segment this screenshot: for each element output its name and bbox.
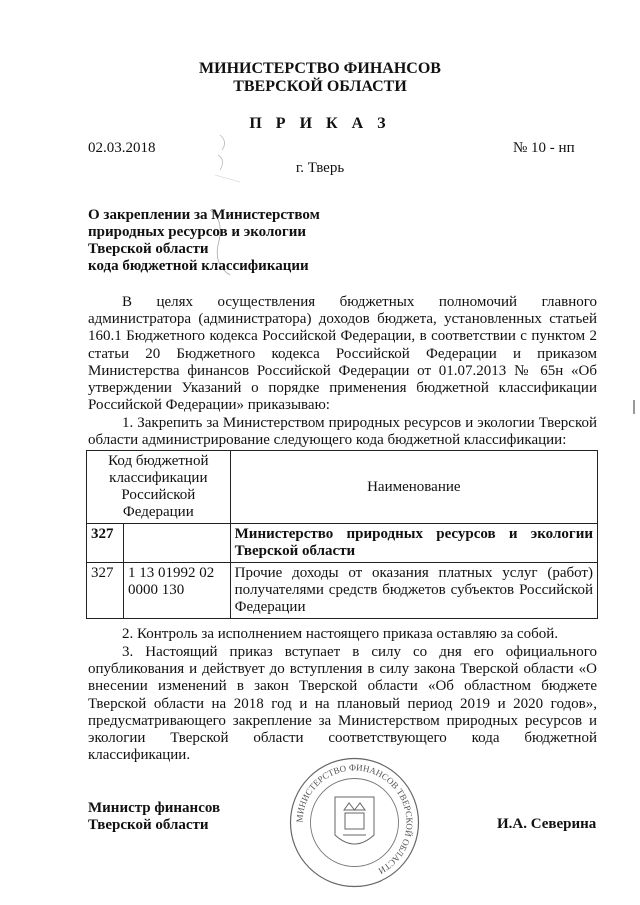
subject-line-4: кода бюджетной классификации [88,258,309,274]
ministry-header [0,60,640,96]
coat-of-arms-icon [335,797,374,844]
document-city: г. Тверь [295,160,345,176]
kbk-code-cell [124,524,231,563]
subject-line-2: природных ресурсов и экологии [88,224,306,240]
header-line-1: МИНИСТЕРСТВО ФИНАНСОВ [199,60,441,77]
scan-edge-mark [633,400,635,414]
kbk-code-cell: 1 13 01992 02 0000 130 [124,563,231,619]
kbk-table [86,450,598,619]
name-cell: Прочие доходы от оказания платных услуг (работ) получателями средств бюджетов субъектов Российской Федерации [230,563,597,619]
position-line-1: Министр финансов [88,800,221,816]
admin-code-cell: 327 [87,563,124,619]
subject-line-1: О закреплении за Министерством [88,207,320,223]
position-line-2: Тверской области [88,817,209,833]
signatory-name: И.А. Северина [497,816,597,832]
document-type: П Р И К А З [249,115,391,132]
name-cell: Министерство природных ресурсов и экологии Тверской области [230,524,597,563]
admin-code-cell: 327 [87,524,124,563]
clause-1-paragraph: 1. Закрепить за Министерством природных ресурсов и экологии Тверской области администрирование следующего кода бюджетной классификации: [88,415,597,449]
subject-line-3: Тверской области [88,241,209,257]
clause-3-paragraph: 3. Настоящий приказ вступает в силу со дня его официального опубликования и действует до вступления в силу закона Тверской области «О внесении изменений в закон Тверской области «Об областном бюджете Тверской области на 2018 год и на плановый период 2019 и 2020 годов», предусматривающего закрепление за Министерством природных ресурсов и экологии Тверской области соответствующего кода бюджетной классификации. [88,644,597,764]
table-header-row [87,451,598,524]
header-line-2: ТВЕРСКОЙ ОБЛАСТИ [233,78,407,95]
table-row [87,563,598,619]
document-date: 02.03.2018 [88,140,156,156]
seal-text: МИНИСТЕРСТВО ФИНАНСОВ ТВЕРСКОЙ ОБЛАСТИ [294,762,415,877]
clause-2-paragraph: 2. Контроль за исполнением настоящего приказа оставляю за собой. [122,626,559,642]
official-seal-stamp [287,755,422,890]
header-code-cell: Код бюджетной классификации Российской Федерации [87,451,231,524]
document-subject [88,207,388,275]
signatory-position [88,800,220,834]
table-row [87,524,598,563]
preamble-paragraph: В целях осуществления бюджетных полномочий главного администратора (администратора) доходов бюджета, установленных статьей 160.1 Бюджетного кодекса Российской Федерации, в соответствии с пунктом 2 статьи 20 Бюджетного кодекса Российской Федерации и приказом Министерства финансов Российской Федерации от 01.07.2013 № 65н «Об утверждении Указаний о порядке применения бюджетной классификации Российской Федерации» приказываю: [88,294,597,414]
document-number: № 10 - нп [513,140,575,156]
svg-text:МИНИСТЕРСТВО ФИНАНСОВ ТВЕРСКОЙ [294,762,414,876]
header-name-cell: Наименование [230,451,597,524]
